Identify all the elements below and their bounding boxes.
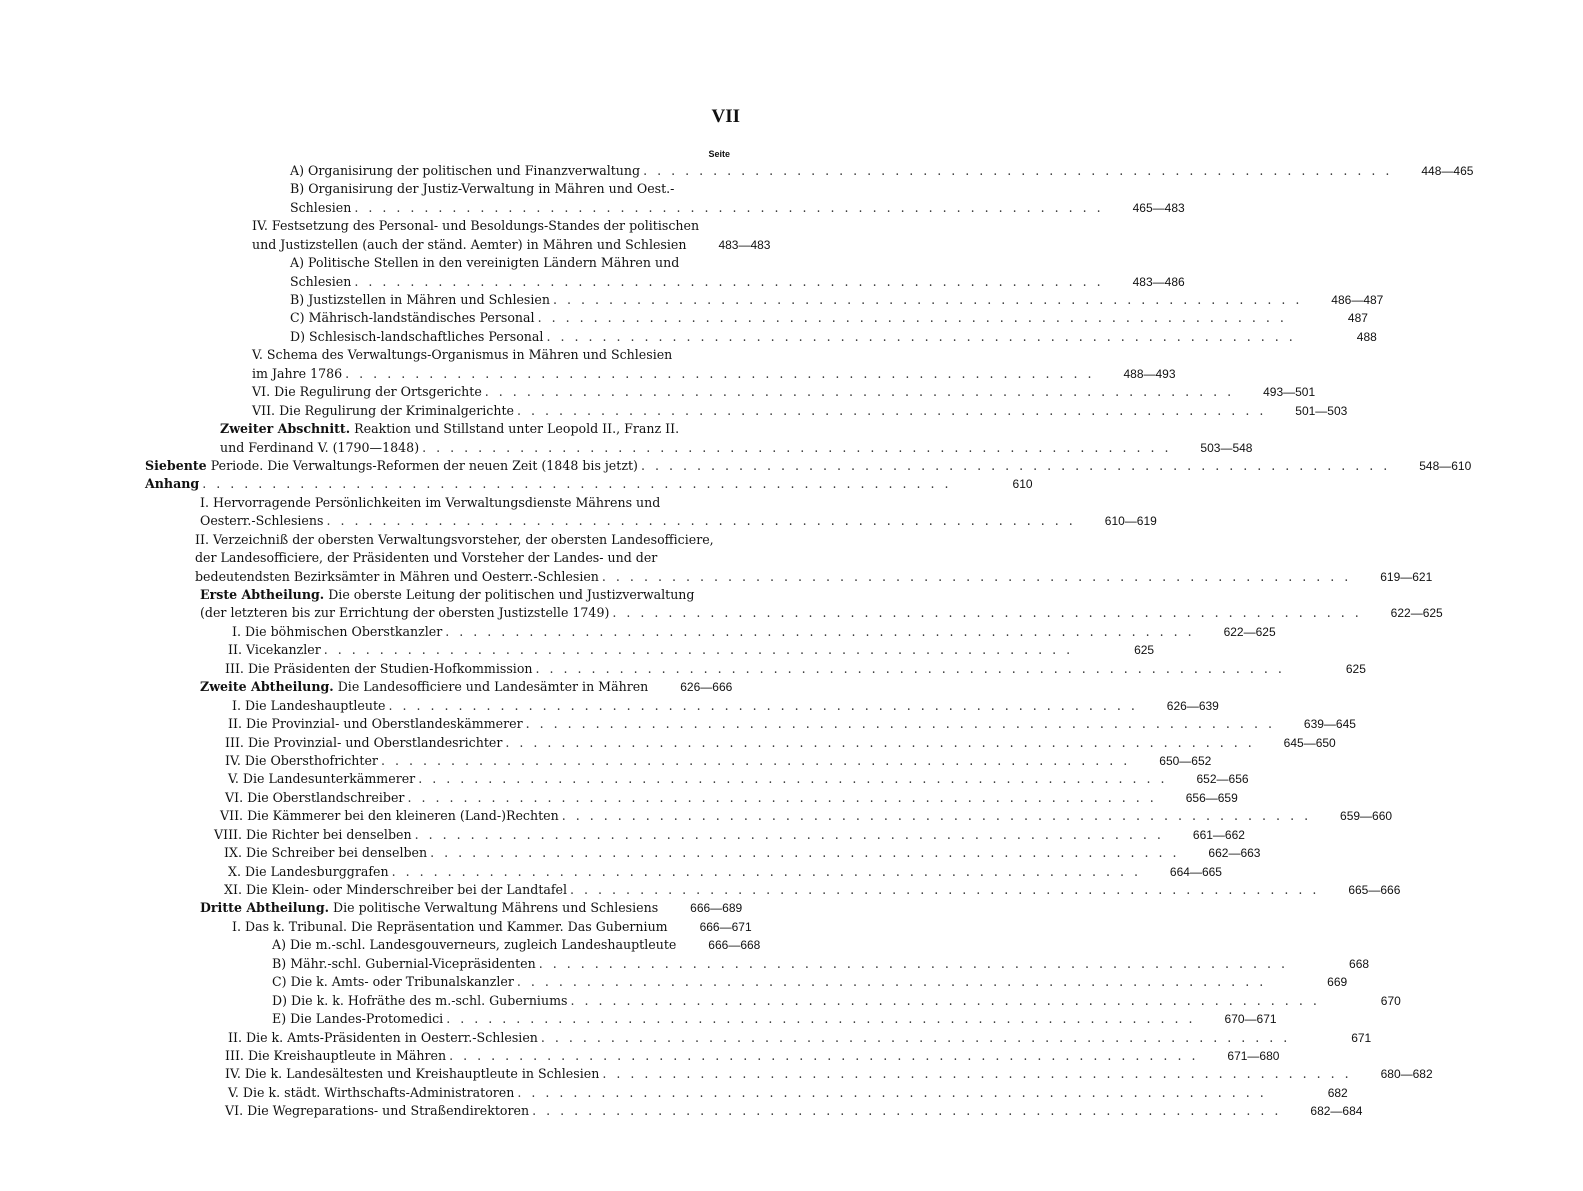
- toc-entry-line: [0, 863, 1222, 881]
- toc-entry-title: Hervorragende Persönlichkeiten im Verwaltungsdienste Mährens und: [213, 494, 661, 510]
- toc-entry-line: [0, 549, 840, 567]
- leader-dots: . . . . . . . . . . . . . . . . . . . . . . . . . . . . . . . . . . . . . . . . . . . . . . . . . . . . . .: [532, 1103, 1282, 1119]
- toc-entry-title: Politische Stellen in den vereinigten Ländern Mähren und: [308, 255, 680, 271]
- toc-entry-continuation: der Landesofficiere, der Präsidenten und Vorsteher der Landes- und der: [195, 550, 658, 566]
- toc-entry-title: Die Provinzial- und Oberstlandesrichter: [247, 734, 503, 750]
- toc-entry-page: 503—548: [1200, 440, 1253, 455]
- toc-entry-page: 639—645: [1303, 717, 1356, 732]
- toc-entry-line: [0, 844, 1261, 862]
- toc-entry-line: [0, 789, 1238, 807]
- leader-dots: . . . . . . . . . . . . . . . . . . . . . . . . . . . . . . . . . . . . . . . . . . . . . . . . . . . . . .: [601, 568, 1352, 584]
- toc-entry-title: Das k. Tribunal. Die Repräsentation und Kammer. Das Gubernium: [245, 918, 668, 934]
- toc-entry-number: IV.: [225, 752, 241, 768]
- toc-entry-number: IX.: [224, 845, 242, 861]
- toc-entry-line: [0, 586, 840, 604]
- toc-entry-title: Mähr.-schl. Gubernial-Vicepräsidenten: [290, 955, 536, 971]
- toc-entry-line: [0, 881, 1401, 899]
- toc-entry-page: 669: [1327, 975, 1348, 990]
- toc-entry-line: [0, 936, 840, 954]
- toc-entry-number: III.: [225, 734, 244, 750]
- toc-entry-page: 622—625: [1223, 624, 1276, 639]
- leader-dots: . . . . . . . . . . . . . . . . . . . . . . . . . . . . . . . . . . . . . . . . . . . . . . . . . . . . . .: [323, 642, 1074, 658]
- leader-dots: . . . . . . . . . . . . . . . . . . . . . . . . . . . . . . . . . . . . . . . . . . . . . . . . . . . . . .: [354, 273, 1104, 289]
- toc-entry-number: B): [272, 955, 287, 971]
- toc-entry-title: Die k. Amts-Präsidenten in Oesterr.-Schlesien: [245, 1029, 538, 1045]
- page-number: VII: [711, 106, 740, 127]
- toc-entry-number: II.: [195, 531, 209, 547]
- toc-entry-line: [0, 236, 840, 254]
- leader-dots: . . . . . . . . . . . . . . . . . . . . . . . . . . . . . . . . . . . . . . . . . . . . . . . . . . . . . .: [354, 199, 1104, 215]
- toc-entry-line: [0, 568, 1433, 586]
- toc-entry-page: 670: [1380, 993, 1401, 1008]
- toc-entry-page: 680—682: [1380, 1067, 1433, 1082]
- toc-entry-continuation: Oesterr.-Schlesiens: [200, 513, 324, 529]
- toc-entry-line: [0, 273, 1185, 291]
- toc-entry-continuation: Schlesien: [290, 199, 352, 215]
- toc-entry-line: [0, 199, 1185, 217]
- toc-entry-number: A): [290, 162, 305, 178]
- toc-entry-page: 671: [1351, 1030, 1372, 1045]
- toc-entry-line: [0, 457, 1472, 475]
- toc-entry-title: Die Kreishauptleute in Mähren: [247, 1047, 447, 1063]
- toc-entry-title: Die m.-schl. Landesgouverneurs, zugleich Landeshauptleute: [290, 937, 677, 953]
- toc-entry-page: 610: [1012, 477, 1033, 492]
- leader-dots: . . . . . . . . . . . . . . . . . . . . . . . . . . . . . . . . . . . . . . . . . . . . . . . . . . . . . .: [640, 457, 1391, 473]
- toc-entry-number: VI.: [225, 1103, 244, 1119]
- toc-entry-number: D): [272, 992, 288, 1008]
- toc-entry-page: 659—660: [1340, 809, 1393, 824]
- toc-entry-line: [0, 420, 840, 438]
- toc-entry-title: Die Kämmerer bei den kleineren (Land-)Rechten: [247, 808, 559, 824]
- toc-entry-title: Schema des Verwaltungs-Organismus in Mähren und Schlesien: [266, 347, 673, 363]
- toc-entry-page: 666—671: [699, 919, 752, 934]
- toc-entry-line: [0, 1047, 1280, 1065]
- leader-dots: . . . . . . . . . . . . . . . . . . . . . . . . . . . . . . . . . . . . . . . . . . . . . . . . . . . . . .: [537, 310, 1287, 326]
- toc-entry-number: IV.: [225, 1066, 241, 1082]
- toc-entry-line: [0, 402, 1348, 420]
- toc-entry-page: 622—625: [1390, 606, 1443, 621]
- toc-entry-number: I.: [232, 697, 241, 713]
- leader-dots: . . . . . . . . . . . . . . . . . . . . . . . . . . . . . . . . . . . . . . . . . . . . . . . . . . . . . .: [612, 605, 1362, 621]
- toc-entry-line: [0, 346, 840, 364]
- leader-dots: . . . . . . . . . . . . . . . . . . . . . . . . . . . . . . . . . . . . . . . . . . . . . . . . . . . . . .: [484, 384, 1235, 400]
- toc-entry-line: [0, 678, 840, 696]
- toc-entry-number: Anhang: [145, 476, 200, 492]
- toc-entry-title: Schlesisch-landschaftliches Personal: [309, 328, 544, 344]
- toc-entry-number: I.: [200, 494, 209, 510]
- toc-entry-line: [0, 217, 840, 235]
- toc-entry-page: 448—465: [1421, 163, 1474, 178]
- toc-entry-line: [0, 365, 1176, 383]
- toc-entry-line: [0, 715, 1356, 733]
- toc-entry-title: Die Oberstlandschreiber: [247, 789, 405, 805]
- toc-entry-number: IV.: [252, 218, 268, 234]
- leader-dots: . . . . . . . . . . . . . . . . . . . . . . . . . . . . . . . . . . . . . . . . . . . . . . . . . . . . . .: [538, 955, 1289, 971]
- toc-entry-number: C): [272, 974, 287, 990]
- toc-entry-title: Die Landes-Protomedici: [290, 1011, 444, 1027]
- toc-entry-number: VI.: [225, 789, 244, 805]
- toc-entry-number: A): [290, 255, 305, 271]
- leader-dots: . . . . . . . . . . . . . . . . . . . . . . . . . . . . . . . . . . . . . . . . . . . . . . . . . . . . . .: [202, 476, 952, 492]
- toc-entry-title: Die k. Landesältesten und Kreishauptleute in Schlesien: [244, 1066, 600, 1082]
- toc-entry-line: [0, 992, 1401, 1010]
- leader-dots: . . . . . . . . . . . . . . . . . . . . . . . . . . . . . . . . . . . . . . . . . . . . . . . . . . . . . .: [326, 513, 1076, 529]
- toc-entry-number: VI.: [252, 384, 271, 400]
- toc-entry-continuation: und Ferdinand V. (1790—1848): [220, 439, 420, 455]
- toc-entry-number: Erste Abtheilung.: [200, 587, 325, 603]
- toc-entry-line: [0, 973, 1348, 991]
- leader-dots: . . . . . . . . . . . . . . . . . . . . . . . . . . . . . . . . . . . . . . . . . . . . . . . . . . . . . .: [407, 789, 1157, 805]
- toc-entry-title: Vicekanzler: [245, 642, 321, 658]
- toc-entry-title: Die k. Amts- oder Tribunalskanzler: [290, 974, 514, 990]
- leader-dots: . . . . . . . . . . . . . . . . . . . . . . . . . . . . . . . . . . . . . . . . . . . . . . . . . . . . . .: [391, 863, 1141, 879]
- toc-entry-page: 682: [1327, 1085, 1348, 1100]
- toc-entry-page: 664—665: [1169, 864, 1222, 879]
- toc-entry-number: III.: [225, 660, 244, 676]
- seite-label: Seite: [708, 149, 730, 159]
- toc-entry-continuation: (der letzteren bis zur Errichtung der obersten Justizstelle 1749): [200, 605, 610, 621]
- toc-entry-line: [0, 328, 1377, 346]
- toc-entry-page: 548—610: [1419, 458, 1472, 473]
- toc-entry-line: [0, 1010, 1277, 1028]
- toc-entry-number: V.: [252, 347, 263, 363]
- toc-entry-number: II.: [228, 642, 242, 658]
- toc-entry-title: Mährisch-landständisches Personal: [308, 310, 535, 326]
- toc-entry-line: [0, 900, 840, 918]
- toc-entry-page: 661—662: [1192, 827, 1245, 842]
- toc-entry-continuation: Schlesien: [290, 273, 352, 289]
- toc-entry-title: Organisirung der politischen und Finanzverwaltung: [308, 162, 641, 178]
- leader-dots: . . . . . . . . . . . . . . . . . . . . . . . . . . . . . . . . . . . . . . . . . . . . . . . . . . . . . .: [445, 623, 1195, 639]
- toc-entry-line: [0, 807, 1393, 825]
- toc-entry-title: Festsetzung des Personal- und Besoldungs-Standes der politischen: [271, 218, 700, 234]
- toc-entry-number: C): [290, 310, 305, 326]
- toc-entry-number: VII.: [220, 808, 244, 824]
- toc-entry-page: 670—671: [1224, 1012, 1277, 1027]
- toc-entry-title: Periode. Die Verwaltungs-Reformen der neuen Zeit (1848 bis jetzt): [210, 457, 638, 473]
- toc-entry-page: 626—639: [1166, 698, 1219, 713]
- leader-dots: . . . . . . . . . . . . . . . . . . . . . . . . . . . . . . . . . . . . . . . . . . . . . . . . . . . . . .: [602, 1066, 1352, 1082]
- toc-entry-title: Die Präsidenten der Studien-Hofkommission: [247, 660, 533, 676]
- toc-entry-title: Reaktion und Stillstand unter Leopold II., Franz II.: [354, 421, 680, 437]
- toc-entry-page: 486—487: [1331, 293, 1384, 308]
- toc-entry-page: 645—650: [1283, 735, 1336, 750]
- toc-entry-title: Verzeichniß der obersten Verwaltungsvorsteher, der obersten Landesofficiere,: [212, 531, 714, 547]
- toc-entry-line: [0, 180, 840, 198]
- toc-entry-title: Die Schreiber bei denselben: [245, 845, 428, 861]
- toc-entry-line: [0, 918, 840, 936]
- toc-entry-title: Die Landesunterkämmerer: [242, 771, 416, 787]
- toc-entry-line: [0, 383, 1316, 401]
- toc-entry-page: 650—652: [1159, 753, 1212, 768]
- leader-dots: . . . . . . . . . . . . . . . . . . . . . . . . . . . . . . . . . . . . . . . . . . . . . . . . . . . . . .: [570, 882, 1320, 898]
- toc-entry-number: X.: [228, 863, 241, 879]
- leader-dots: . . . . . . . . . . . . . . . . . . . . . . . . . . . . . . . . . . . . . . . . . . . . . . . . . . . . . .: [570, 992, 1320, 1008]
- toc-entry-page: 662—663: [1208, 846, 1261, 861]
- leader-dots: . . . . . . . . . . . . . . . . . . . . . . . . . . . . . . . . . . . . . . . . . . . . . . . . . . . . . .: [422, 439, 1172, 455]
- toc-entry-title: Die k. k. Hofräthe des m.-schl. Guberniums: [291, 992, 568, 1008]
- toc-entry-title: Die politische Verwaltung Mährens und Schlesiens: [333, 900, 659, 916]
- toc-entry-number: XI.: [224, 882, 242, 898]
- toc-entry-line: [0, 512, 1157, 530]
- leader-dots: . . . . . . . . . . . . . . . . . . . . . . . . . . . . . . . . . . . . . . . . . . . . . . . . . . . . . .: [430, 845, 1180, 861]
- toc-entry-line: [0, 494, 840, 512]
- toc-entry-line: [0, 1084, 1348, 1102]
- toc-entry-line: [0, 660, 1366, 678]
- toc-entry-title: Die Obersthofrichter: [244, 752, 378, 768]
- toc-entry-page: 671—680: [1227, 1048, 1280, 1063]
- toc-entry-line: [0, 1102, 1363, 1120]
- leader-dots: . . . . . . . . . . . . . . . . . . . . . . . . . . . . . . . . . . . . . . . . . . . . . . . . . . . . . .: [418, 771, 1168, 787]
- toc-entry-title: Organisirung der Justiz-Verwaltung in Mähren und Oest.-: [308, 181, 675, 197]
- toc-entry-page: 625: [1134, 643, 1155, 658]
- toc-entry-line: [0, 1029, 1372, 1047]
- toc-entry-number: II.: [228, 716, 242, 732]
- toc-entry-continuation: im Jahre 1786: [252, 365, 343, 381]
- toc-entry-page: 665—666: [1348, 883, 1401, 898]
- leader-dots: . . . . . . . . . . . . . . . . . . . . . . . . . . . . . . . . . . . . . . . . . . . . . . . . . . . . . .: [525, 716, 1275, 732]
- toc-entry-line: [0, 826, 1245, 844]
- toc-entry-page: 610—619: [1104, 514, 1157, 529]
- toc-entry-title: Die Richter bei denselben: [246, 826, 412, 842]
- toc-entry-title: Die Regulirung der Ortsgerichte: [274, 384, 482, 400]
- toc-entry-page: 488: [1356, 329, 1377, 344]
- toc-entry-line: [0, 439, 1253, 457]
- toc-entry-line: [0, 1065, 1433, 1083]
- toc-entry-page: 682—684: [1310, 1104, 1363, 1119]
- toc-entry-page: 501—503: [1295, 403, 1348, 418]
- leader-dots: . . . . . . . . . . . . . . . . . . . . . . . . . . . . . . . . . . . . . . . . . . . . . . . . . . . . . .: [414, 826, 1164, 842]
- toc-entry-number: Siebente: [145, 457, 207, 473]
- toc-entry-number: V.: [228, 771, 239, 787]
- leader-dots: . . . . . . . . . . . . . . . . . . . . . . . . . . . . . . . . . . . . . . . . . . . . . . . . . . . . . .: [380, 752, 1131, 768]
- toc-entry-number: Dritte Abtheilung.: [200, 900, 330, 916]
- toc-entry-number: B): [290, 181, 305, 197]
- leader-dots: . . . . . . . . . . . . . . . . . . . . . . . . . . . . . . . . . . . . . . . . . . . . . . . . . . . . . .: [449, 1047, 1199, 1063]
- leader-dots: . . . . . . . . . . . . . . . . . . . . . . . . . . . . . . . . . . . . . . . . . . . . . . . . . . . . . .: [517, 1084, 1267, 1100]
- leader-dots: . . . . . . . . . . . . . . . . . . . . . . . . . . . . . . . . . . . . . . . . . . . . . . . . . . . . . .: [540, 1029, 1291, 1045]
- toc-entry-line: [0, 531, 840, 549]
- toc-entry-title: Die Klein- oder Minderschreiber bei der Landtafel: [245, 882, 568, 898]
- toc-entry-line: [0, 697, 1219, 715]
- toc-entry-number: I.: [232, 918, 241, 934]
- toc-entry-title: Die Landesofficiere und Landesämter in Mähren: [337, 679, 649, 695]
- toc-entry-number: E): [272, 1011, 287, 1027]
- toc-entry-title: Die Landeshauptleute: [245, 697, 386, 713]
- toc-entry-line: [0, 734, 1336, 752]
- toc-entry-title: Die Wegreparations- und Straßendirektoren: [247, 1103, 530, 1119]
- toc-entry-line: [0, 605, 1443, 623]
- toc-entry-title: Die Regulirung der Kriminalgerichte: [279, 402, 514, 418]
- toc-entry-number: Zweite Abtheilung.: [200, 679, 334, 695]
- toc-entry-page: 656—659: [1185, 790, 1238, 805]
- toc-entry-title: Die Provinzial- und Oberstlandeskämmerer: [245, 716, 523, 732]
- toc-entry-line: [0, 254, 840, 272]
- table-of-contents: [0, 162, 1474, 1121]
- toc-entry-line: [0, 310, 1368, 328]
- toc-entry-line: [0, 752, 1212, 770]
- toc-entry-line: [0, 623, 1276, 641]
- leader-dots: . . . . . . . . . . . . . . . . . . . . . . . . . . . . . . . . . . . . . . . . . . . . . . . . . . . . . .: [516, 974, 1267, 990]
- toc-entry-line: [0, 770, 1249, 788]
- toc-entry-page: 483—486: [1132, 274, 1185, 289]
- toc-entry-page: 626—666: [680, 680, 733, 695]
- leader-dots: . . . . . . . . . . . . . . . . . . . . . . . . . . . . . . . . . . . . . . . . . . . . . . . . . . . . . .: [516, 402, 1267, 418]
- leader-dots: . . . . . . . . . . . . . . . . . . . . . . . . . . . . . . . . . . . . . . . . . . . . . . . . . . . . . .: [345, 365, 1095, 381]
- toc-entry-page: 493—501: [1263, 385, 1316, 400]
- leader-dots: . . . . . . . . . . . . . . . . . . . . . . . . . . . . . . . . . . . . . . . . . . . . . . . . . . . . . .: [388, 697, 1138, 713]
- toc-entry-title: Die Landesburggrafen: [245, 863, 389, 879]
- toc-entry-number: II.: [228, 1029, 242, 1045]
- toc-entry-page: 488—493: [1123, 366, 1176, 381]
- toc-entry-page: 668: [1349, 956, 1370, 971]
- toc-entry-page: 625: [1345, 661, 1366, 676]
- toc-entry-title: Die oberste Leitung der politischen und Justizverwaltung: [328, 587, 695, 603]
- toc-entry-number: I.: [232, 623, 241, 639]
- toc-entry-number: B): [290, 292, 305, 308]
- leader-dots: . . . . . . . . . . . . . . . . . . . . . . . . . . . . . . . . . . . . . . . . . . . . . . . . . . . . . .: [546, 328, 1296, 344]
- toc-entry-line: [0, 475, 1033, 493]
- toc-entry-page: 652—656: [1196, 772, 1249, 787]
- toc-entry-title: Die böhmischen Oberstkanzler: [245, 623, 443, 639]
- toc-entry-number: A): [272, 937, 287, 953]
- toc-entry-page: 666—668: [708, 938, 761, 953]
- toc-entry-continuation: bedeutendsten Bezirksämter in Mähren und Oesterr.-Schlesien: [195, 568, 599, 584]
- toc-entry-title: Die k. städt. Wirthschafts-Administratoren: [242, 1084, 515, 1100]
- toc-entry-line: [0, 291, 1384, 309]
- leader-dots: . . . . . . . . . . . . . . . . . . . . . . . . . . . . . . . . . . . . . . . . . . . . . . . . . . . . . .: [561, 808, 1312, 824]
- toc-entry-continuation: und Justizstellen (auch der ständ. Aemter) in Mähren und Schlesien: [252, 236, 687, 252]
- toc-entry-number: VII.: [252, 402, 276, 418]
- toc-entry-page: 666—689: [690, 901, 743, 916]
- leader-dots: . . . . . . . . . . . . . . . . . . . . . . . . . . . . . . . . . . . . . . . . . . . . . . . . . . . . . .: [535, 660, 1285, 676]
- toc-entry-page: 465—483: [1132, 200, 1185, 215]
- leader-dots: . . . . . . . . . . . . . . . . . . . . . . . . . . . . . . . . . . . . . . . . . . . . . . . . . . . . . .: [643, 162, 1393, 178]
- toc-entry-number: VIII.: [214, 826, 243, 842]
- toc-entry-line: [0, 641, 1155, 659]
- toc-entry-page: 487: [1347, 311, 1368, 326]
- toc-entry-number: Zweiter Abschnitt.: [220, 421, 351, 437]
- leader-dots: . . . . . . . . . . . . . . . . . . . . . . . . . . . . . . . . . . . . . . . . . . . . . . . . . . . . . .: [446, 1011, 1196, 1027]
- toc-entry-title: Justizstellen in Mähren und Schlesien: [308, 292, 550, 308]
- toc-entry-page: 483—483: [718, 237, 771, 252]
- toc-entry-line: [0, 162, 1474, 180]
- leader-dots: . . . . . . . . . . . . . . . . . . . . . . . . . . . . . . . . . . . . . . . . . . . . . . . . . . . . . .: [553, 292, 1303, 308]
- toc-entry-number: D): [290, 328, 306, 344]
- toc-entry-number: V.: [228, 1084, 239, 1100]
- toc-entry-page: 619—621: [1380, 569, 1433, 584]
- toc-entry-line: [0, 955, 1370, 973]
- leader-dots: . . . . . . . . . . . . . . . . . . . . . . . . . . . . . . . . . . . . . . . . . . . . . . . . . . . . . .: [505, 734, 1255, 750]
- toc-entry-number: III.: [225, 1047, 244, 1063]
